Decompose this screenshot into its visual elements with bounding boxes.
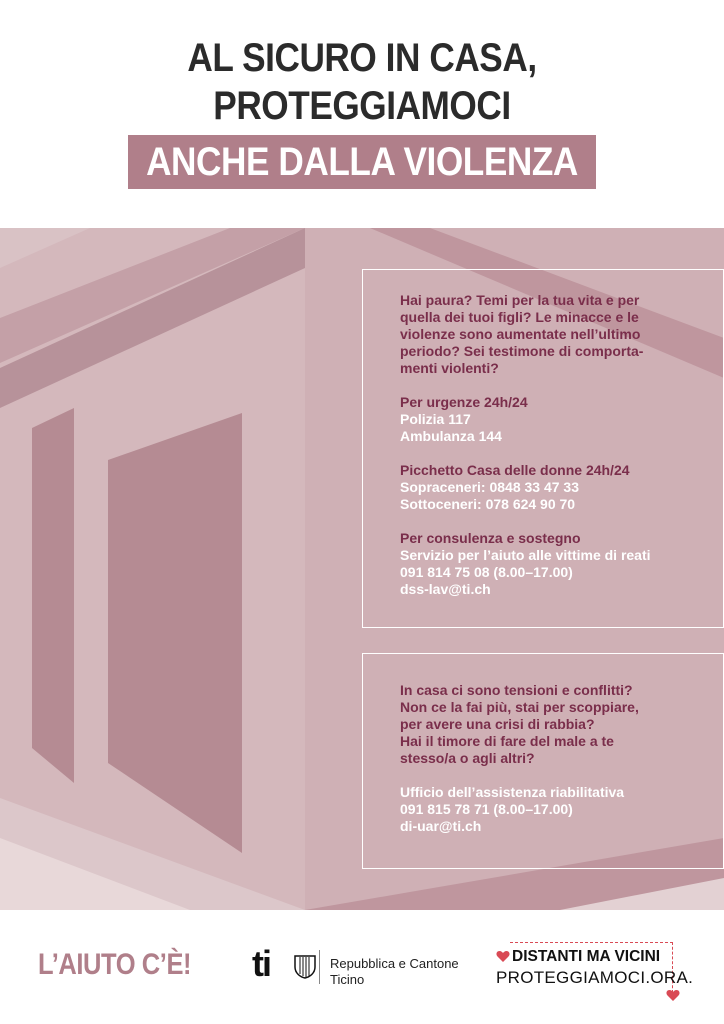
ticino-logo: ti [252, 943, 270, 984]
panel2-intro-line: stesso/a o agli altri? [400, 750, 535, 766]
info-panel-conflicts [362, 653, 724, 869]
office-email: di-uar@ti.ch [400, 818, 482, 834]
heart-icon [666, 989, 680, 1002]
women-shelter-section [400, 462, 693, 513]
support-section [400, 530, 693, 598]
campaign-line-1: DISTANTI MA VICINI [512, 948, 661, 965]
logo-divider [319, 950, 320, 984]
support-phone: 091 814 75 08 (8.00–17.00) [400, 564, 573, 580]
canton-line-2: Ticino [330, 972, 365, 987]
panel1-intro-line: periodo? Sei testimone di comporta- [400, 343, 644, 359]
title-line-1: AL SICURO IN CASA, [187, 36, 537, 80]
campaign-line-2: PROTEGGIAMOCI.ORA. [496, 968, 694, 987]
canton-shield-icon [294, 955, 316, 979]
women-shelter-heading: Picchetto Casa delle donne 24h/24 [400, 462, 630, 478]
panel1-intro [400, 292, 693, 377]
canton-name [330, 956, 459, 988]
support-email: dss-lav@ti.ch [400, 581, 491, 597]
help-slogan: L’AIUTO C’È! [38, 948, 192, 981]
office-name: Ufficio dell’assistenza riabilitativa [400, 784, 625, 800]
urgent-line: Polizia 117 [400, 411, 471, 427]
panel1-intro-line: menti violenti? [400, 360, 499, 376]
office-phone: 091 815 78 71 (8.00–17.00) [400, 801, 573, 817]
campaign-badge [496, 942, 694, 1004]
panel2-intro-line: per avere una crisi di rabbia? [400, 716, 595, 732]
panel1-intro-line: violenze sono aumentate nell’ultimo [400, 326, 641, 342]
support-heading: Per consulenza e sostegno [400, 530, 581, 546]
panel2-intro [400, 682, 693, 767]
panel2-intro-line: Non ce la fai più, stai per scoppiare, [400, 699, 639, 715]
urgent-section [400, 394, 693, 445]
women-shelter-line: Sopraceneri: 0848 33 47 33 [400, 479, 580, 495]
panel1-intro-line: quella dei tuoi figli? Le minacce e le [400, 309, 639, 325]
panel1-intro-line: Hai paura? Temi per la tua vita e per [400, 292, 640, 308]
panel2-intro-line: In casa ci sono tensioni e conflitti? [400, 682, 633, 698]
heart-icon [496, 950, 510, 963]
support-line: Servizio per l’aiuto alle vittime di reati [400, 547, 651, 563]
title-line-3: ANCHE DALLA VIOLENZA [146, 140, 578, 184]
urgent-line: Ambulanza 144 [400, 428, 502, 444]
women-shelter-line: Sottoceneri: 078 624 90 70 [400, 496, 576, 512]
header [0, 0, 724, 228]
title-line-2: PROTEGGIAMOCI [213, 84, 511, 128]
office-section [400, 784, 693, 835]
canton-line-1: Repubblica e Cantone [330, 956, 459, 971]
panel2-intro-line: Hai il timore di fare del male a te [400, 733, 614, 749]
urgent-heading: Per urgenze 24h/24 [400, 394, 528, 410]
info-panel-emergency [362, 269, 724, 628]
